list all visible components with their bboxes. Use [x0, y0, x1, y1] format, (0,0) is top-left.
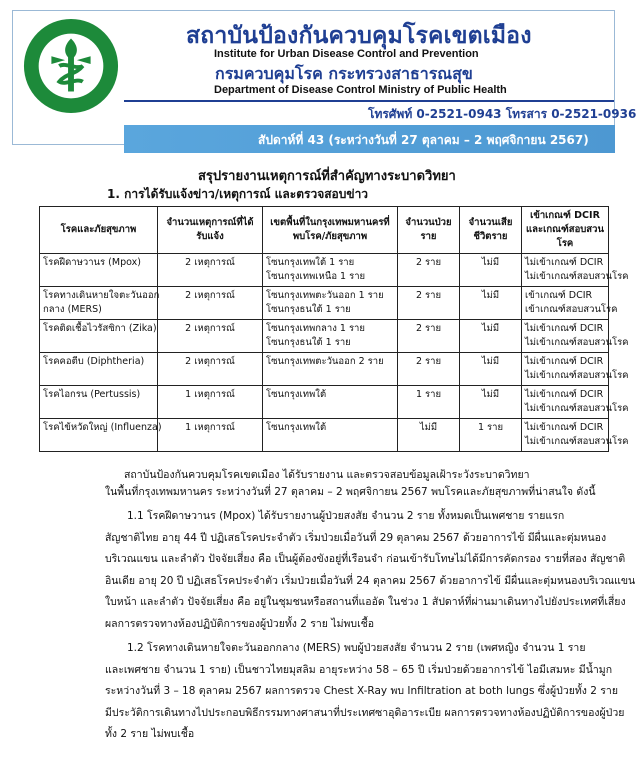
cell-sick: ไม่มี	[398, 419, 460, 452]
cell-area-line: โซนกรุงธนใต้ 1 ราย	[266, 304, 351, 315]
cell-events: 2 เหตุการณ์	[158, 287, 263, 320]
header-area: เขตพื้นที่ในกรุงเทพมหานครที่พบโรค/ภัยสุขภาพ	[263, 207, 398, 254]
cell-disease-line: โรคทางเดินหายใจตะวันออก	[43, 290, 160, 301]
cell-dcir	[522, 353, 629, 386]
cell-dcir-line: ไม่เข้าเกณฑ์สอบสวนโรค	[525, 403, 629, 414]
department-english: Department of Disease Control Ministry of Public Health	[214, 84, 507, 96]
cell-dcir-line: ไม่เข้าเกณฑ์ DCIR	[525, 422, 604, 433]
header-disease: โรคและภัยสุขภาพ	[40, 207, 158, 254]
report-title: สรุปรายงานเหตุการณ์ที่สำคัญทางระบาดวิทยา	[198, 169, 456, 184]
p11-line: 1.1 โรคฝีดาษวานร (Mpox) ได้รับรายงานผู้ป่วยสงสัย จำนวน 2 ราย ทั้งหมดเป็นเพศชาย รายแรก	[127, 510, 565, 522]
cell-disease	[40, 254, 158, 287]
events-table	[39, 206, 629, 452]
header-dcir: เข้าเกณฑ์ DCIR และเกณฑ์สอบสวนโรค	[522, 207, 609, 254]
cell-disease	[40, 287, 158, 320]
department-thai: กรมควบคุมโรค กระทรวงสาธารณสุข	[215, 64, 473, 83]
header-dead: จำนวนเสียชีวิตราย	[460, 207, 522, 254]
cell-sick: 2 ราย	[398, 287, 460, 320]
cell-events: 2 เหตุการณ์	[158, 353, 263, 386]
table-row	[40, 353, 609, 386]
cell-area	[263, 353, 398, 386]
table-header-row	[40, 207, 609, 254]
cell-dcir-line: ไม่เข้าเกณฑ์ DCIR	[525, 323, 604, 334]
p12-line: มีประวัติการเดินทางไปประกอบพิธีกรรมทางศาสนาที่ประเทศซาอุดิอาระเบีย ผลการตรวจทางห้องปฏิบัติการของผู้ป่วย	[105, 706, 625, 719]
cell-events: 2 เหตุการณ์	[158, 254, 263, 287]
cell-disease-line: โรคฝีดาษวานร (Mpox)	[43, 257, 141, 268]
cell-area-line: โซนกรุงธนใต้ 1 ราย	[266, 337, 351, 348]
cell-dead: ไม่มี	[460, 353, 522, 386]
cell-dead: ไม่มี	[460, 254, 522, 287]
cell-dcir	[522, 254, 629, 287]
table-row	[40, 254, 609, 287]
cell-dcir-line: ไม่เข้าเกณฑ์ DCIR	[525, 257, 604, 268]
p12-line: และเพศชาย จำนวน 1 ราย) เป็นชาวไทยมุสลิม อายุระหว่าง 58 – 65 ปี เริ่มป่วยด้วยอาการไข้ ไอมีเสมหะ มีน้ำมูก	[105, 663, 613, 676]
intro-line-2: ในพื้นที่กรุงเทพมหานคร ระหว่างวันที่ 27 ตุลาคม – 2 พฤศจิกายน 2567 พบโรคและภัยสุขภาพที่น่าสนใจ ดังนี้	[105, 486, 596, 498]
p12-line: ระหว่างวันที่ 3 – 18 ตุลาคม 2567 ผลการตรวจ Chest X-Ray พบ Infiltration at both lungs ซึ่งผู้ป่วยทั้ง 2 ราย	[105, 685, 618, 697]
cell-area-line: โซนกรุงเทพกลาง 1 ราย	[266, 323, 365, 334]
cell-dcir	[522, 320, 629, 353]
org-name-english: Institute for Urban Disease Control and Prevention	[214, 48, 479, 60]
header-sick: จำนวนป่วยราย	[398, 207, 460, 254]
cell-area	[263, 287, 398, 320]
cell-sick: 2 ราย	[398, 320, 460, 353]
cell-dead: ไม่มี	[460, 320, 522, 353]
cell-dcir-line: ไม่เข้าเกณฑ์สอบสวนโรค	[525, 436, 629, 447]
contact-phone: โทรศัพท์ 0-2521-0943 โทรสาร 0-2521-0936	[368, 107, 636, 121]
cell-dead: ไม่มี	[460, 287, 522, 320]
cell-disease	[40, 386, 158, 419]
cell-area	[263, 254, 398, 287]
cell-disease-line: กลาง (MERS)	[43, 304, 102, 315]
cell-disease-line: โรคไข้หวัดใหญ่ (Influenza)	[43, 422, 162, 433]
cell-dcir-line: ไม่เข้าเกณฑ์สอบสวนโรค	[525, 271, 629, 282]
cell-sick: 2 ราย	[398, 254, 460, 287]
cell-disease-line: โรคคอตีบ (Diphtheria)	[43, 356, 145, 367]
cell-dcir	[522, 419, 629, 452]
table-row	[40, 287, 609, 320]
week-label: สัปดาห์ที่ 43 (ระหว่างวันที่ 27 ตุลาคม – 2 พฤศจิกายน 2567)	[258, 133, 589, 147]
cell-sick: 2 ราย	[398, 353, 460, 386]
cell-area-line: โซนกรุงเทพใต้	[266, 422, 327, 433]
cell-area-line: โซนกรุงเทพตะวันออก 1 ราย	[266, 290, 384, 301]
cell-dead: 1 ราย	[460, 419, 522, 452]
table-row	[40, 419, 609, 452]
cell-dcir-line: ไม่เข้าเกณฑ์สอบสวนโรค	[525, 370, 629, 381]
cell-area	[263, 419, 398, 452]
table-row	[40, 320, 609, 353]
cell-dcir	[522, 287, 618, 320]
cell-disease-line: โรคไอกรน (Pertussis)	[43, 389, 141, 400]
cell-events: 1 เหตุการณ์	[158, 386, 263, 419]
ministry-logo	[22, 17, 120, 115]
cell-area-line: โซนกรุงเทพใต้	[266, 389, 327, 400]
cell-disease	[40, 320, 158, 353]
cell-dcir-line: เข้าเกณฑ์สอบสวนโรค	[525, 304, 618, 315]
cell-events: 2 เหตุการณ์	[158, 320, 263, 353]
cell-area-line: โซนกรุงเทพใต้ 1 ราย	[266, 257, 355, 268]
p11-line: สัญชาติไทย อายุ 44 ปี ปฏิเสธโรคประจำตัว เริ่มป่วยเมื่อวันที่ 29 ตุลาคม 2567 ด้วยอาการไข้ มีผื่นและตุ่มหนอง	[105, 531, 607, 544]
cell-area	[263, 386, 398, 419]
p12-line: 1.2 โรคทางเดินหายใจตะวันออกกลาง (MERS) พบผู้ป่วยสงสัย จำนวน 2 ราย (เพศหญิง จำนวน 1 ราย	[127, 642, 586, 654]
cell-sick: 1 ราย	[398, 386, 460, 419]
p11-line: อินเดีย อายุ 20 ปี ปฏิเสธโรคประจำตัว เริ่มป่วยเมื่อวันที่ 24 ตุลาคม 2567 ด้วยอาการไข้ มีผื่นและตุ่มหนองบริเวณแขน	[105, 574, 636, 587]
cell-dcir-line: ไม่เข้าเกณฑ์ DCIR	[525, 389, 604, 400]
p11-line: ใบหน้า และลำตัว ปัจจัยเสี่ยง คือ อยู่ในชุมชนหรือสถานที่แออัด ในช่วง 1 สัปดาห์ที่ผ่านมาเดินทางไปยังประเทศที่เสี่ยง	[105, 596, 626, 608]
cell-dcir-line: เข้าเกณฑ์ DCIR	[525, 290, 593, 301]
cell-events: 1 เหตุการณ์	[158, 419, 263, 452]
table-row	[40, 386, 609, 419]
header-events: จำนวนเหตุการณ์ที่ได้รับแจ้ง	[158, 207, 263, 254]
cell-dcir-line: ไม่เข้าเกณฑ์สอบสวนโรค	[525, 337, 629, 348]
cell-area-line: โซนกรุงเทพตะวันออก 2 ราย	[266, 356, 384, 367]
cell-disease	[40, 419, 162, 452]
cell-disease	[40, 353, 158, 386]
header-divider	[124, 100, 614, 102]
cell-area	[263, 320, 398, 353]
intro-line-1: สถาบันป้องกันควบคุมโรคเขตเมือง ได้รับรายงาน และตรวจสอบข้อมูลเฝ้าระวังระบาดวิทยา	[124, 469, 530, 481]
p11-line: ผลการตรวจทางห้องปฏิบัติการของผู้ป่วยทั้ง 2 ราย ไม่พบเชื้อ	[105, 617, 375, 630]
section-heading: 1. การได้รับแจ้งข่าว/เหตุการณ์ และตรวจสอบข่าว	[107, 187, 369, 201]
cell-area-line: โซนกรุงเทพเหนือ 1 ราย	[266, 271, 366, 282]
p12-line: ทั้ง 2 ราย ไม่พบเชื้อ	[105, 728, 195, 740]
cell-disease-line: โรคติดเชื้อไวรัสซิกา (Zika)	[43, 323, 157, 334]
cell-dcir	[522, 386, 629, 419]
org-name-thai: สถาบันป้องกันควบคุมโรคเขตเมือง	[186, 23, 532, 49]
p11-line: บริเวณแขน และลำตัว ปัจจัยเสี่ยง คือ เป็นผู้ต้องขังอยู่ที่เรือนจำ ก่อนเข้ารับโทษไม่ได้มีการคัดกรอง รายที่สอง สัญชาติ	[105, 553, 626, 565]
cell-dcir-line: ไม่เข้าเกณฑ์ DCIR	[525, 356, 604, 367]
cell-dead: ไม่มี	[460, 386, 522, 419]
